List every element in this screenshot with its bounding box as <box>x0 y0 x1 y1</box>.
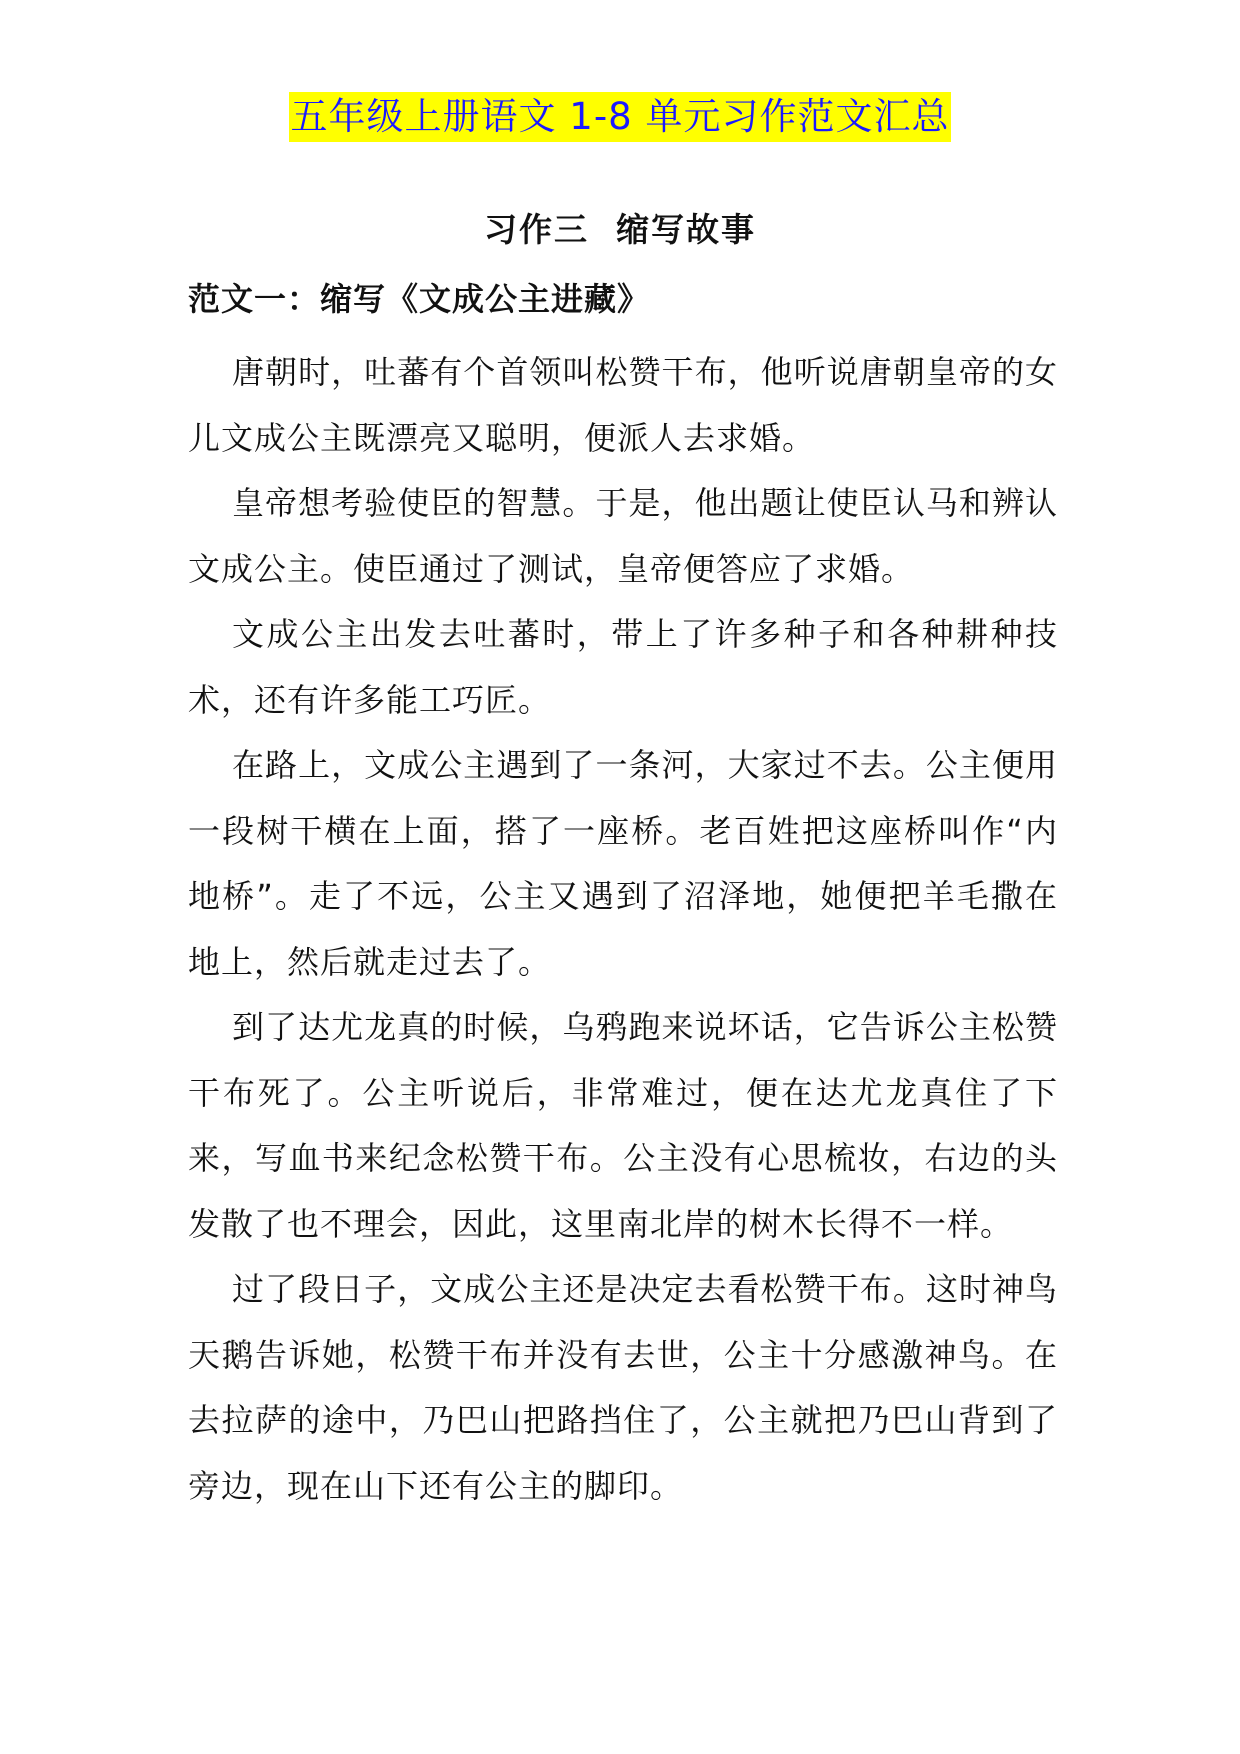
essay-paragraph: 皇帝想考验使臣的智慧。于是，他出题让使臣认马和辨认文成公主。使臣通过了测试，皇帝便答应了求婚。 <box>188 484 1058 588</box>
sample-heading: 范文一：缩写《文成公主进藏》 <box>188 280 651 318</box>
essay-body <box>188 340 1058 1519</box>
section-heading: 习作三 缩写故事 <box>484 210 756 249</box>
essay-paragraph: 文成公主出发去吐蕃时，带上了许多种子和各种耕种技术，还有许多能工巧匠。 <box>188 615 1058 719</box>
essay-paragraph: 过了段日子，文成公主还是决定去看松赞干布。这时神鸟天鹅告诉她，松赞干布并没有去世，公主十分感激神鸟。在去拉萨的途中，乃巴山把路挡住了，公主就把乃巴山背到了旁边，现在山下还有公主的脚印。 <box>188 1270 1058 1505</box>
essay-paragraph: 唐朝时，吐蕃有个首领叫松赞干布，他听说唐朝皇帝的女儿文成公主既漂亮又聪明，便派人去求婚。 <box>188 353 1058 457</box>
essay-paragraph: 到了达尤龙真的时候，乌鸦跑来说坏话，它告诉公主松赞干布死了。公主听说后，非常难过，便在达尤龙真住了下来，写血书来纪念松赞干布。公主没有心思梳妆，右边的头发散了也不理会，因此，这里南北岸的树木长得不一样。 <box>188 1008 1058 1243</box>
document-title-container <box>0 92 1240 142</box>
document-title: 五年级上册语文 1-8 单元习作范文汇总 <box>289 92 952 142</box>
essay-paragraph: 在路上，文成公主遇到了一条河，大家过不去。公主便用一段树干横在上面，搭了一座桥。老百姓把这座桥叫作“内地桥”。走了不远，公主又遇到了沼泽地，她便把羊毛撒在地上，然后就走过去了。 <box>188 746 1058 981</box>
